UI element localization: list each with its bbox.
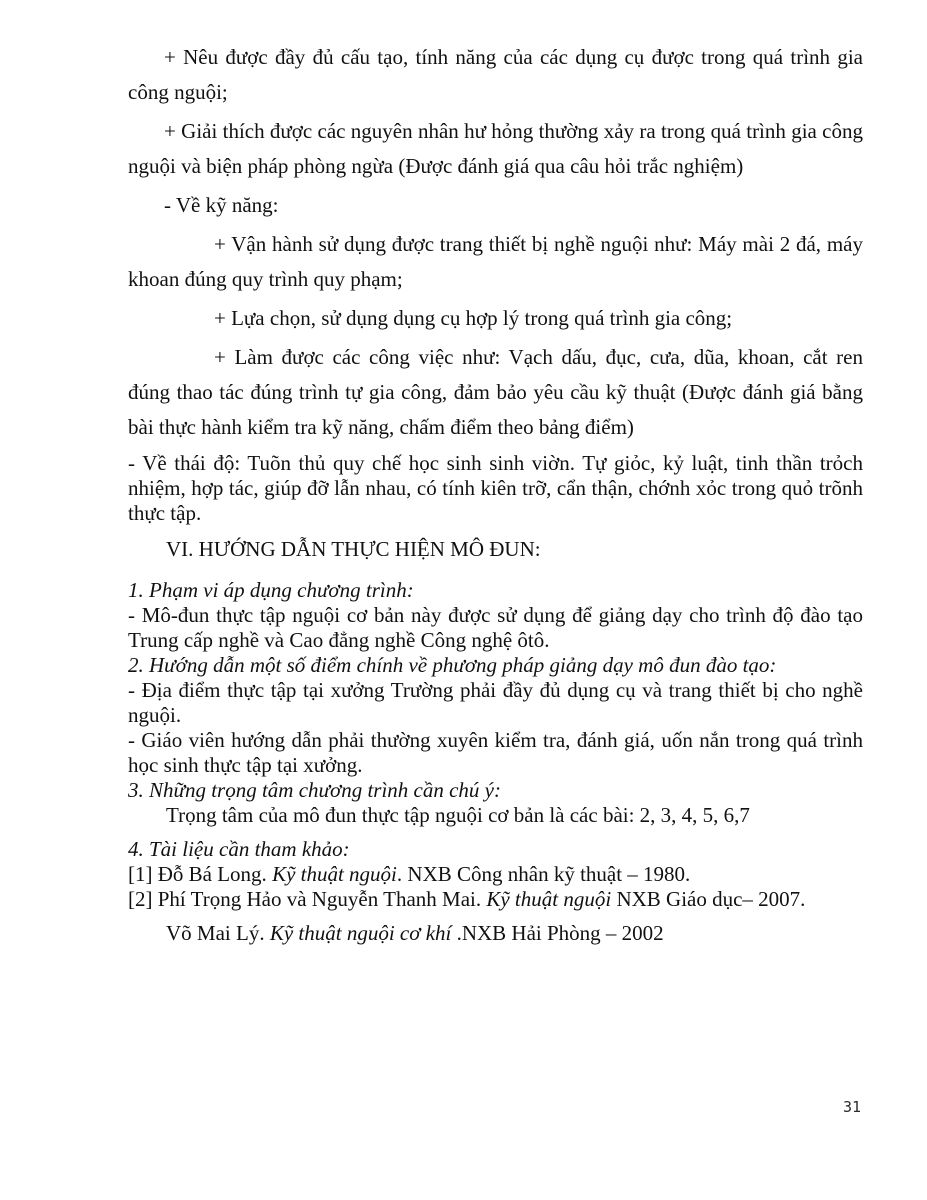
section-vi-heading: VI. HƯỚNG DẪN THỰC HIỆN MÔ ĐUN: — [166, 537, 541, 561]
objective-skill-2: + Lựa chọn, sử dụng dụng cụ hợp lý trong quá trình gia công; — [214, 306, 733, 330]
reference-2-authors: [2] Phí Trọng Hảo và Nguyễn Thanh Mai. — [128, 887, 487, 911]
reference-3-book-title: Kỹ thuật nguội cơ khí — [269, 921, 452, 945]
skills-section-label: - Về kỹ năng: — [164, 193, 279, 217]
section-item2-body-1: - Địa điểm thực tập tại xưởng Trường phải đầy đủ dụng cụ và trang thiết bị cho nghề nguội. — [128, 678, 863, 727]
reference-2-book-title: Kỹ thuật nguội — [486, 887, 612, 911]
reference-3-authors: Võ Mai Lý. — [166, 921, 270, 945]
reference-1-publisher: . NXB Công nhân kỹ thuật – 1980. — [396, 862, 691, 886]
reference-1-book-title: Kỹ thuật nguội — [272, 862, 397, 886]
objective-knowledge-2: + Giải thích được các nguyên nhân hư hỏng thường xảy ra trong quá trình gia công nguội và biện pháp phòng ngừa (Được đánh giá qua câu hỏi trắc nghiệm) — [128, 119, 863, 178]
objective-attitude: - Về thái độ: Tuõn thủ quy chế học sinh sinh viờn. Tự giỏc, kỷ luật, tinh thần trỏch nhiệm, hợp tác, giúp đỡ lẫn nhau, có tính kiên trỡ, cẩn thận, chớnh xỏc trong quỏ trõnh thực tập. — [128, 451, 863, 525]
objective-knowledge-1: + Nêu được đầy đủ cấu tạo, tính năng của các dụng cụ được trong quá trình gia công nguội; — [128, 45, 863, 104]
reference-entry-1 — [128, 862, 863, 887]
section-item3-body: Trọng tâm của mô đun thực tập nguội cơ bản là các bài: 2, 3, 4, 5, 6,7 — [166, 803, 750, 827]
section-item4-title: 4. Tài liệu cần tham khảo: — [128, 837, 350, 861]
objective-skill-1: + Vận hành sử dụng được trang thiết bị nghề nguội như: Máy mài 2 đá, máy khoan đúng quy trình quy phạm; — [128, 232, 863, 291]
objective-skill-3: + Làm được các công việc như: Vạch dấu, đục, cưa, dũa, khoan, cắt ren đúng thao tác đúng trình tự gia công, đảm bảo yêu cầu kỹ thuật (Được đánh giá bằng bài thực hành kiểm tra kỹ năng, chấm điểm theo bảng điểm) — [128, 345, 863, 439]
section-item1-title: 1. Phạm vi áp dụng chương trình: — [128, 578, 414, 602]
section-item2-body-2: - Giáo viên hướng dẫn phải thường xuyên kiểm tra, đánh giá, uốn nắn trong quá trình học sinh thực tập tại xưởng. — [128, 728, 863, 777]
reference-2-publisher: NXB Giáo dục– 2007. — [611, 887, 806, 911]
reference-entry-3 — [128, 921, 863, 946]
reference-entry-2 — [128, 887, 863, 912]
section-item3-title: 3. Những trọng tâm chương trình cần chú ý: — [128, 778, 501, 802]
page-number: 31 — [842, 1098, 861, 1116]
section-item2-title: 2. Hướng dẫn một số điểm chính về phương pháp giảng dạy mô đun đào tạo: — [128, 653, 777, 677]
reference-1-authors: [1] Đỗ Bá Long. — [128, 862, 273, 886]
section-item1-body: - Mô-đun thực tập nguội cơ bản này được sử dụng để giảng dạy cho trình độ đào tạo Trung cấp nghề và Cao đẳng nghề Công nghệ ôtô. — [128, 603, 863, 652]
reference-3-publisher: .NXB Hải Phòng – 2002 — [451, 921, 664, 945]
